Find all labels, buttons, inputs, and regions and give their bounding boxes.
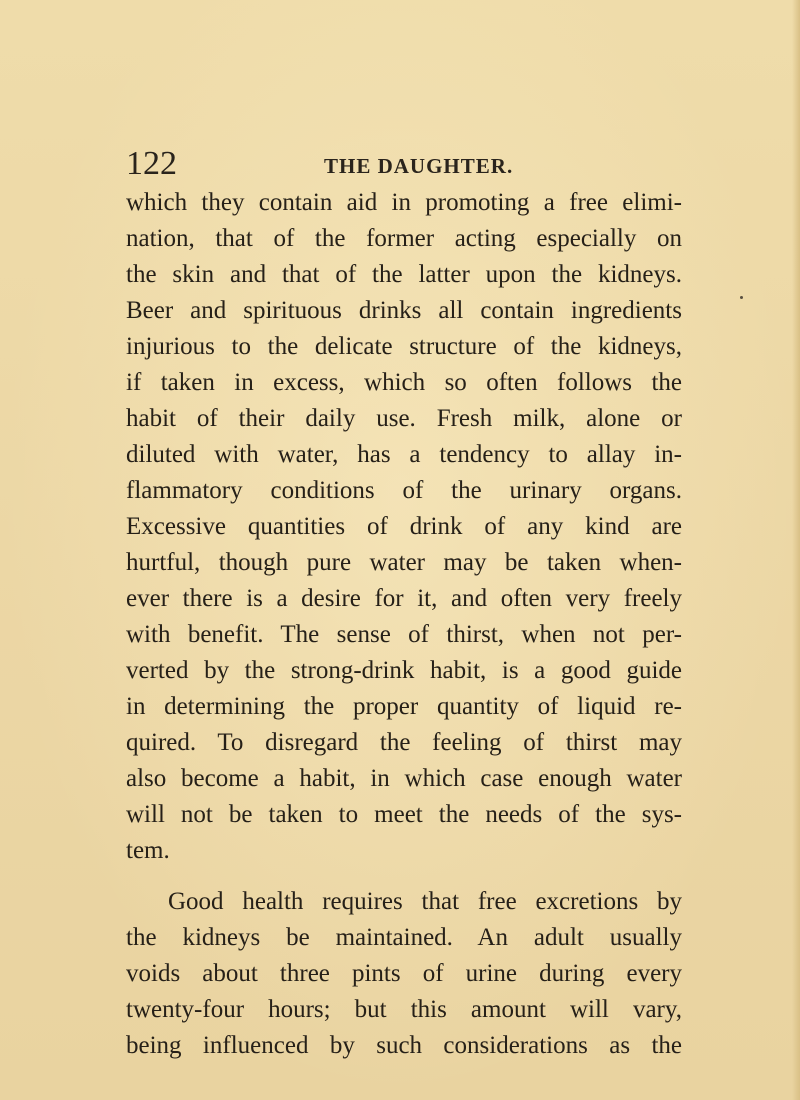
text-line: if taken in excess, which so often follows the <box>126 369 682 396</box>
running-head: THE DAUGHTER. <box>324 154 514 178</box>
text-line: ever there is a desire for it, and often very freely <box>126 585 682 612</box>
paper-speck <box>740 296 743 299</box>
text-line: habit of their daily use. Fresh milk, alone or <box>126 405 682 432</box>
text-line: with benefit. The sense of thirst, when not per- <box>126 621 682 648</box>
text-line: in determining the proper quantity of liquid re- <box>126 693 682 720</box>
text-line: being influenced by such considerations as the <box>126 1032 682 1059</box>
text-line: nation, that of the former acting especially on <box>126 225 682 252</box>
page-edge-shadow <box>792 0 800 1100</box>
text-line: flammatory conditions of the urinary organs. <box>126 477 682 504</box>
text-line: also become a habit, in which case enough water <box>126 765 682 792</box>
text-line: will not be taken to meet the needs of the sys- <box>126 801 682 828</box>
text-line: the skin and that of the latter upon the kidneys. <box>126 261 682 288</box>
text-line: verted by the strong-drink habit, is a good guide <box>126 657 682 684</box>
text-line: Beer and spirituous drinks all contain ingredients <box>126 297 682 324</box>
text-line: Good health requires that free excretions by <box>168 888 682 915</box>
text-line: hurtful, though pure water may be taken when- <box>126 549 682 576</box>
text-line: tem. <box>126 837 170 864</box>
text-line: Excessive quantities of drink of any kind are <box>126 513 682 540</box>
text-line: diluted with water, has a tendency to allay in- <box>126 441 682 468</box>
text-line: the kidneys be maintained. An adult usually <box>126 924 682 951</box>
page-header <box>126 147 686 181</box>
text-line: twenty-four hours; but this amount will vary, <box>126 996 682 1023</box>
text-line: injurious to the delicate structure of the kidneys, <box>126 333 682 360</box>
text-line: voids about three pints of urine during every <box>126 960 682 987</box>
page-number: 122 <box>126 145 177 182</box>
text-line: quired. To disregard the feeling of thirst may <box>126 729 682 756</box>
text-line: which they contain aid in promoting a free elimi- <box>126 189 682 216</box>
